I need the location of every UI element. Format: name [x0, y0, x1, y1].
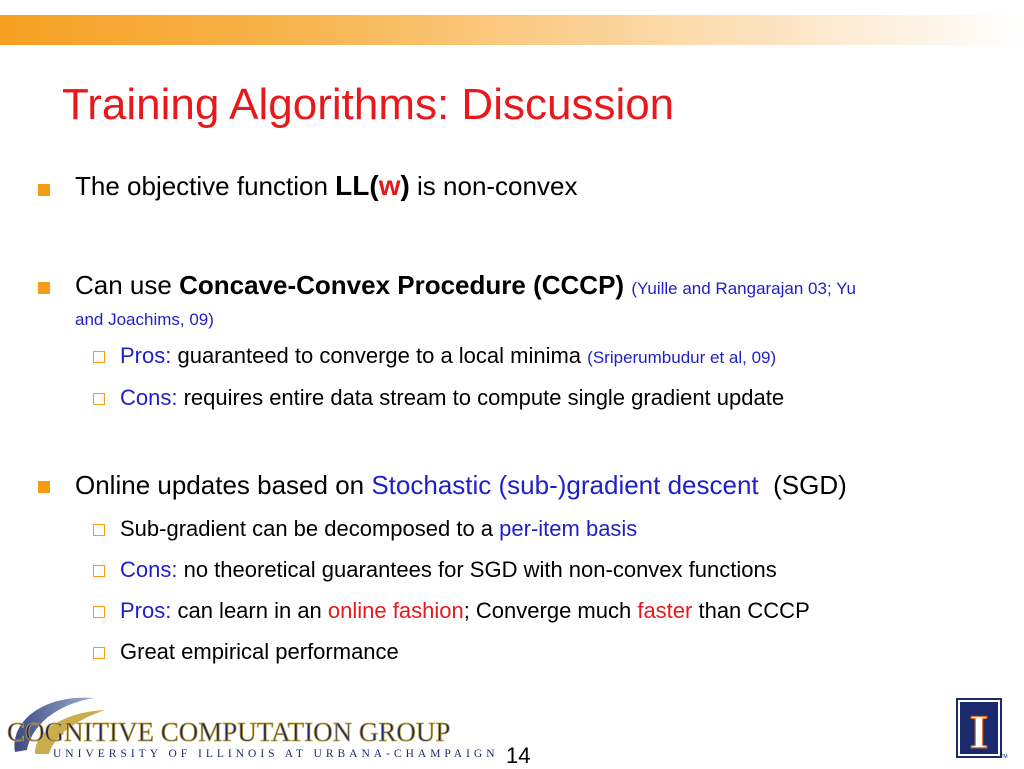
sub-text: requires entire data stream to compute single gradient update	[177, 385, 785, 410]
cognitive-computation-group-logo	[5, 690, 505, 765]
sgd-term: Stochastic (sub-)gradient descent	[371, 470, 759, 500]
sub-bullet-per-item	[120, 516, 637, 542]
sub-bullet-marker	[93, 393, 105, 405]
logo-main-text: COGNITIVE COMPUTATION GROUP	[7, 717, 451, 747]
sub-bullet-marker	[93, 524, 105, 536]
bullet-marker	[38, 282, 50, 294]
bullet-text: is non-convex	[409, 171, 578, 201]
cons-label: Cons:	[120, 557, 178, 582]
sub-bullet-marker	[93, 647, 105, 659]
slide-title: Training Algorithms: Discussion	[62, 80, 675, 129]
sub-text: can learn in an	[171, 598, 328, 623]
online-fashion-term: online fashion	[327, 598, 464, 623]
sub-text: ; Converge much	[463, 598, 638, 623]
page-number: 14	[506, 743, 531, 768]
logo-sub-text: UNIVERSITY OF ILLINOIS AT URBANA-CHAMPAIGN	[53, 748, 499, 760]
sub-text: guaranteed to converge to a local minima	[171, 343, 588, 368]
sub-bullet-marker	[93, 565, 105, 577]
sub-bullet-empirical	[120, 639, 399, 665]
bullet-marker	[38, 184, 50, 196]
sub-bullet-marker	[93, 351, 105, 363]
sub-text: Great empirical performance	[120, 639, 399, 664]
cons-label: Cons:	[120, 385, 178, 410]
bullet-text: (SGD)	[758, 470, 847, 500]
bullet-cccp	[75, 270, 856, 301]
sub-bullet-pros-cccp	[120, 343, 776, 369]
sub-text: Sub-gradient can be decomposed to a	[120, 516, 500, 541]
per-item-term: per-item basis	[499, 516, 638, 541]
sub-bullet-marker	[93, 606, 105, 618]
bullet-marker	[38, 481, 50, 493]
bullet-sgd	[75, 470, 847, 501]
cccp-term: Concave-Convex Procedure (CCCP)	[179, 270, 625, 300]
top-accent-bar	[0, 15, 1024, 45]
block-i-letter: I	[969, 706, 989, 759]
math-ll: LL(	[335, 170, 379, 201]
university-of-illinois-block-i-icon	[956, 698, 1006, 760]
sub-bullet-pros-sgd	[120, 598, 810, 624]
citation-continued: and Joachims, 09)	[75, 310, 214, 329]
bullet-text: Online updates based on	[75, 470, 372, 500]
sub-bullet-cons-sgd	[120, 557, 777, 583]
bullet-text: Can use	[75, 270, 180, 300]
faster-term: faster	[637, 598, 693, 623]
sub-bullet-cons-cccp	[120, 385, 784, 411]
pros-label: Pros:	[120, 598, 172, 623]
citation: (Yuille and Rangarajan 03; Yu	[631, 279, 856, 298]
sub-text: no theoretical guarantees for SGD with non-convex functions	[177, 557, 777, 582]
pros-label: Pros:	[120, 343, 172, 368]
sub-text: than CCCP	[692, 598, 810, 623]
citation: (Sriperumbudur et al, 09)	[587, 348, 777, 367]
math-w: w	[378, 170, 401, 201]
bullet-objective-function	[75, 170, 577, 202]
trademark: TM	[1000, 754, 1008, 760]
math-paren: )	[400, 170, 410, 201]
bullet-text: The objective function	[75, 171, 336, 201]
